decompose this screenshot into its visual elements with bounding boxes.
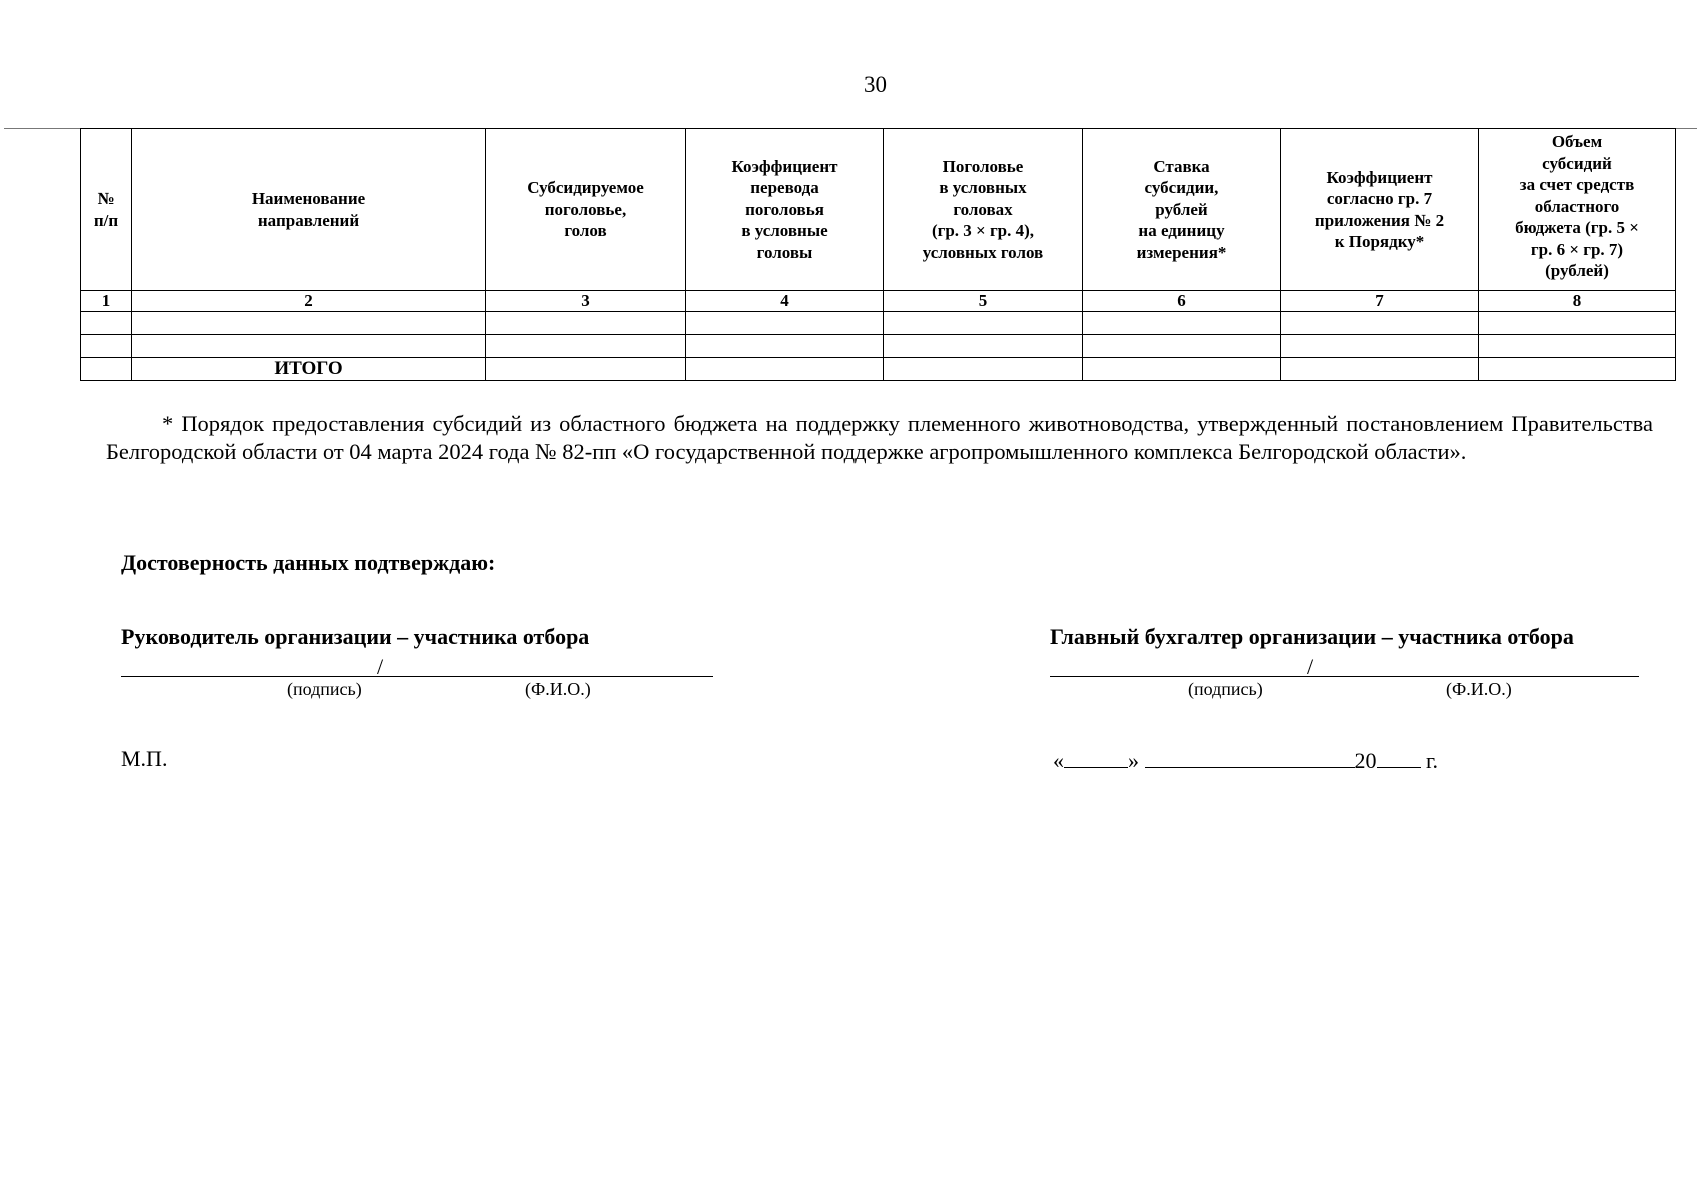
empty-cell [1281, 358, 1479, 381]
empty-cell [1479, 335, 1676, 358]
year-prefix: 20 [1354, 748, 1377, 773]
director-signature-block [121, 624, 713, 701]
column-number: 1 [81, 291, 132, 312]
empty-cell [884, 312, 1083, 335]
total-label: ИТОГО [132, 358, 486, 381]
header-rate: Ставка субсидии, рублей на единицу измерения* [1136, 156, 1227, 262]
column-number: 5 [884, 291, 1083, 312]
year-blank [1377, 745, 1421, 768]
footnote: * Порядок предоставления субсидий из областного бюджета на поддержку племенного животноводства, утвержденный постановлением Правительства Белгородской области от 04 марта 2024 года № 82-пп «О государственной поддержке агропромышленного комплекса Белгородской области». [106, 411, 1653, 464]
empty-cell [132, 335, 486, 358]
empty-cell [81, 358, 132, 381]
subsidy-table [80, 128, 1676, 381]
column-number: 3 [486, 291, 686, 312]
header-cell [686, 129, 884, 291]
header-cell [1281, 129, 1479, 291]
confirmation-heading: Достоверность данных подтверждаю: [121, 550, 496, 575]
column-number: 4 [686, 291, 884, 312]
name-hint: (Ф.И.О.) [525, 679, 591, 699]
column-number: 8 [1479, 291, 1676, 312]
empty-cell [1083, 358, 1281, 381]
name-hint: (Ф.И.О.) [1446, 679, 1512, 699]
empty-cell [81, 312, 132, 335]
empty-cell [486, 312, 686, 335]
empty-cell [1281, 335, 1479, 358]
table-row [81, 335, 1676, 358]
accountant-signature-block [1050, 624, 1639, 701]
empty-cell [884, 335, 1083, 358]
date-line [1053, 745, 1438, 774]
header-cell [486, 129, 686, 291]
empty-cell [81, 335, 132, 358]
date-close-quote: » [1128, 748, 1139, 773]
director-signature-line [121, 654, 713, 677]
signature-hint: (подпись) [1188, 679, 1263, 699]
total-row [81, 358, 1676, 381]
table-row [81, 312, 1676, 335]
month-blank [1145, 745, 1355, 768]
director-title: Руководитель организации – участника отбора [121, 624, 590, 649]
empty-cell [1479, 312, 1676, 335]
empty-cell [1083, 335, 1281, 358]
date-open-quote: « [1053, 748, 1064, 773]
header-livestock: Субсидируемое поголовье, голов [527, 178, 644, 241]
header-direction: Наименование направлений [251, 189, 366, 230]
header-cell [1479, 129, 1676, 291]
page-number: 30 [864, 72, 887, 97]
empty-cell [686, 335, 884, 358]
header-number: № п/п [93, 189, 119, 230]
signature-hint: (подпись) [287, 679, 362, 699]
header-cell [81, 129, 132, 291]
director-hints [121, 677, 713, 701]
accountant-hints [1050, 677, 1639, 701]
column-number: 6 [1083, 291, 1281, 312]
table-header-row [81, 129, 1676, 291]
day-blank [1064, 745, 1128, 768]
accountant-signature-line [1050, 654, 1639, 677]
empty-cell [486, 335, 686, 358]
empty-cell [686, 358, 884, 381]
empty-cell [486, 358, 686, 381]
column-number: 7 [1281, 291, 1479, 312]
empty-cell [1281, 312, 1479, 335]
stamp-label: М.П. [121, 746, 168, 771]
header-coefficient: Коэффициент перевода поголовья в условные головы [731, 156, 838, 262]
empty-cell [686, 312, 884, 335]
empty-cell [132, 312, 486, 335]
empty-cell [1083, 312, 1281, 335]
empty-cell [884, 358, 1083, 381]
header-appendix-coefficient: Коэффициент согласно гр. 7 приложения № 2 к Порядку* [1314, 167, 1445, 251]
accountant-title: Главный бухгалтер организации – участника отбора [1050, 624, 1574, 649]
header-subsidy-volume: Объем субсидий за счет средств областного бюджета (гр. 5 × гр. 6 × гр. 7) (рублей) [1515, 132, 1639, 281]
year-suffix: г. [1426, 748, 1439, 773]
column-number-row [81, 291, 1676, 312]
header-cell [884, 129, 1083, 291]
header-conditional-heads: Поголовье в условных головах (гр. 3 × гр. 4), условных голов [922, 156, 1044, 262]
header-cell [1083, 129, 1281, 291]
empty-cell [1479, 358, 1676, 381]
signature-slash: / [1307, 654, 1314, 679]
header-cell [132, 129, 486, 291]
column-number: 2 [132, 291, 486, 312]
signature-slash: / [377, 654, 384, 679]
